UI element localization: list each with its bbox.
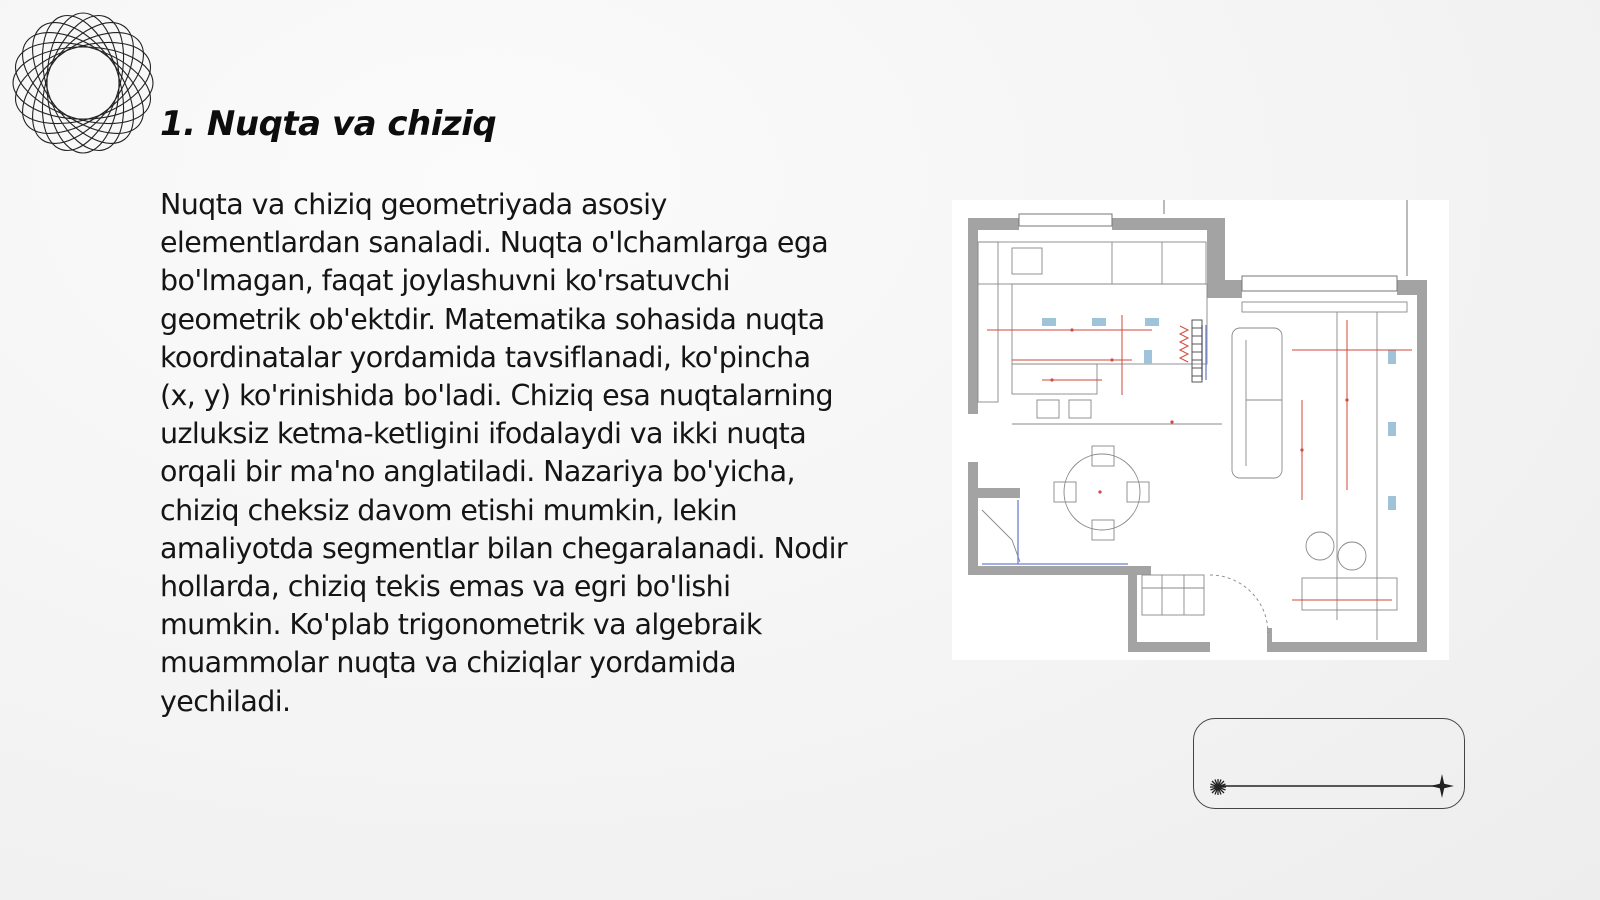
floor-plan-image bbox=[952, 200, 1449, 660]
line-segment-card bbox=[1193, 718, 1465, 809]
spirograph-logo-icon bbox=[8, 8, 158, 158]
four-point-star-icon bbox=[1430, 774, 1454, 798]
slide-title: 1. Nuqta va chiziq bbox=[160, 104, 497, 144]
slide-body-text: Nuqta va chiziq geometriyada asosiy elementlardan sanaladi. Nuqta o'lchamlarga ega bo'lmagan, faqat joylashuvni ko'rsatuvchi geometrik ob'ektdir. Matematika sohasida nuqta koordinatalar yordamida tavsiflanadi, ko'pincha (x, y) ko'rinishida bo'ladi. Chiziq esa nuqtalarning uzluksiz ketma-ketligini ifodalaydi va ikki nuqta orqali bir ma'no anglatiladi. Nazariya bo'yicha, chiziq cheksiz davom etishi mumkin, lekin amaliyotda segmentlar bilan chegaralanadi. Nodir hollarda, chiziq tekis emas va egri bo'lishi mumkin. Ko'plab trigonometrik va algebraik muammolar nuqta va chiziqlar yordamida yechiladi. bbox=[160, 188, 848, 718]
starburst-point-icon bbox=[1210, 779, 1226, 795]
